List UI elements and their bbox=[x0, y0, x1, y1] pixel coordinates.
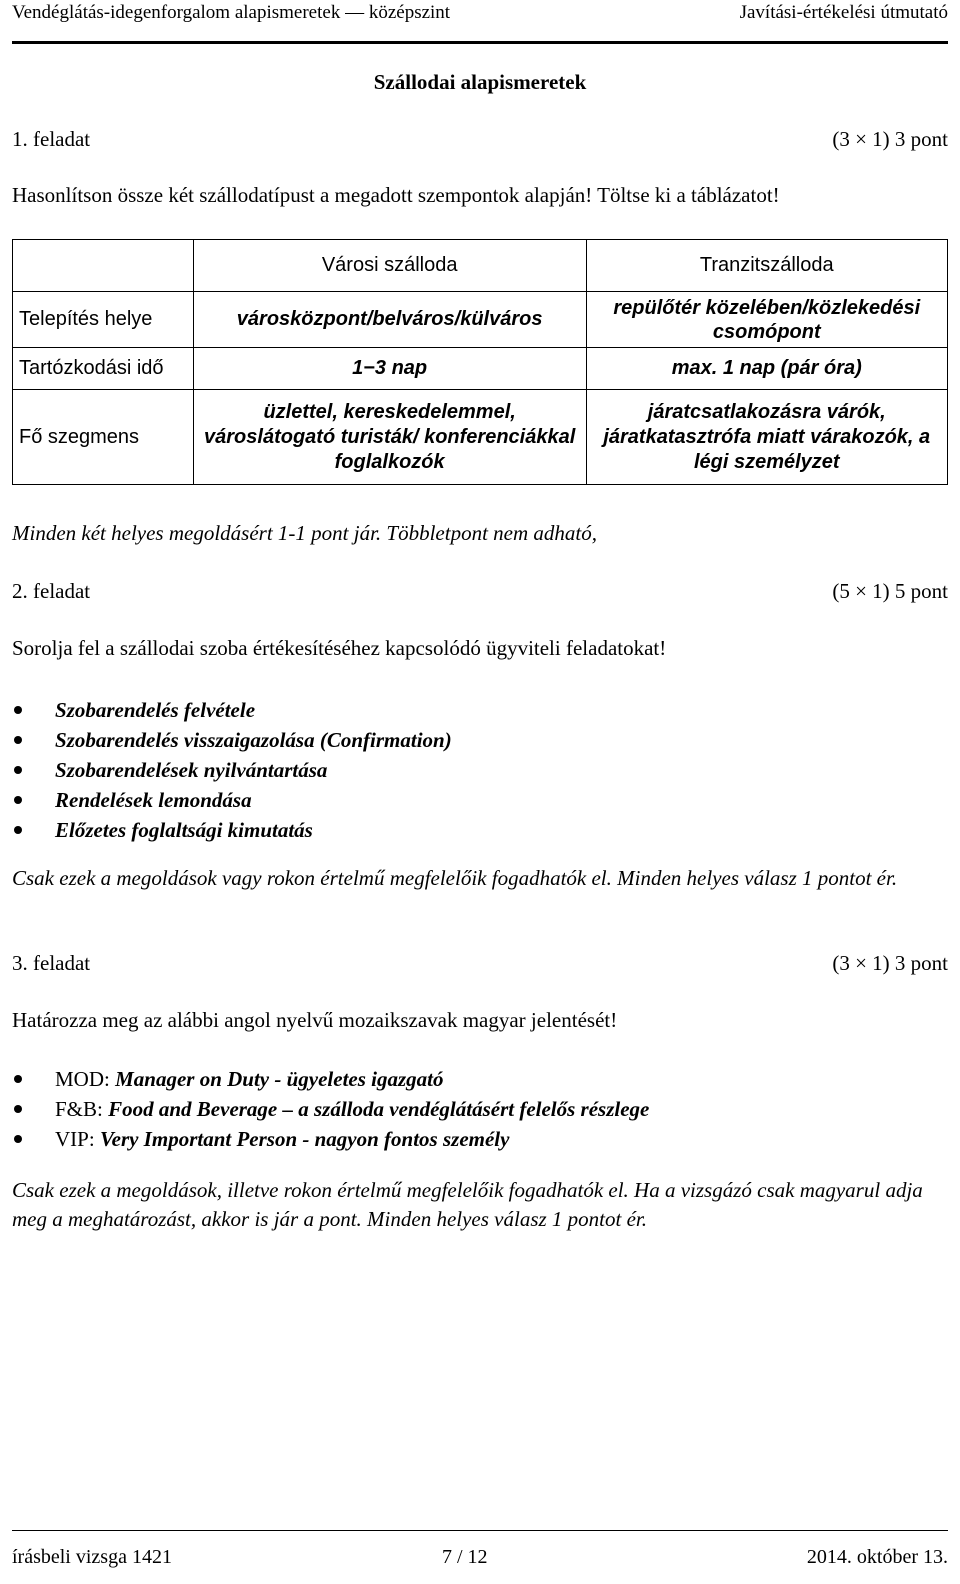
row-label-stay-length: Tartózkodási idő bbox=[13, 348, 194, 390]
col-header-city-hotel: Városi szálloda bbox=[193, 240, 586, 292]
cell-transit-segment: járatcsatlakozásra várók, járatkatasztrófa miatt várakozók, a légi személyzet bbox=[586, 390, 948, 485]
task3-instruction: Határozza meg az alábbi angol nyelvű mozaikszavak magyar jelentését! bbox=[12, 1008, 618, 1032]
table-corner-cell bbox=[13, 240, 194, 292]
task1-note: Minden két helyes megoldásért 1-1 pont jár. Többletpont nem adható, bbox=[12, 521, 597, 545]
abbreviation-meaning: Manager on Duty - ügyeletes igazgató bbox=[115, 1067, 444, 1091]
task3-points: (3 × 1) 3 pont bbox=[832, 951, 948, 975]
bullet-icon bbox=[14, 796, 22, 804]
cell-transit-stay-length: max. 1 nap (pár óra) bbox=[586, 348, 948, 390]
list-item: Szobarendelések nyilvántartása bbox=[12, 755, 452, 785]
cell-city-segment: üzlettel, kereskedelemmel, városlátogató turisták/ konferenciákkal foglalkozók bbox=[193, 390, 586, 485]
task2-instruction: Sorolja fel a szállodai szoba értékesítéséhez kapcsolódó ügyviteli feladatokat! bbox=[12, 636, 667, 660]
footer-divider bbox=[12, 1530, 948, 1531]
comparison-table bbox=[12, 239, 948, 485]
task3-number: 3. feladat bbox=[12, 951, 91, 975]
task3-answer-list bbox=[12, 1064, 649, 1154]
list-item bbox=[12, 1094, 649, 1124]
list-item: Szobarendelés felvétele bbox=[12, 695, 452, 725]
task1-instruction: Hasonlítson össze két szállodatípust a megadott szempontok alapján! Töltse ki a táblázatot! bbox=[12, 183, 780, 207]
document-page bbox=[12, 0, 948, 1584]
abbreviation: F&B: bbox=[55, 1097, 103, 1121]
task1-points: (3 × 1) 3 pont bbox=[832, 127, 948, 151]
footer-date: 2014. október 13. bbox=[806, 1546, 948, 1568]
cell-transit-location: repülőtér közelében/közlekedési csomópont bbox=[586, 292, 948, 348]
table-row bbox=[13, 292, 948, 348]
footer-page-number: 7 / 12 bbox=[442, 1546, 488, 1568]
header-subtitle: Javítási-értékelési útmutató bbox=[739, 2, 948, 23]
list-item bbox=[12, 1124, 649, 1154]
task1-number: 1. feladat bbox=[12, 127, 91, 151]
footer-exam-id: írásbeli vizsga 1421 bbox=[12, 1546, 172, 1568]
header-divider bbox=[12, 41, 948, 44]
bullet-icon bbox=[14, 1135, 22, 1143]
abbreviation-meaning: Very Important Person - nagyon fontos személy bbox=[99, 1127, 510, 1151]
bullet-icon bbox=[14, 1075, 22, 1083]
cell-city-location: városközpont/belváros/külváros bbox=[193, 292, 586, 348]
bullet-icon bbox=[14, 1105, 22, 1113]
col-header-transit-hotel: Tranzitszálloda bbox=[586, 240, 948, 292]
table-row bbox=[13, 348, 948, 390]
row-label-location: Telepítés helye bbox=[13, 292, 194, 348]
abbreviation: MOD: bbox=[55, 1067, 110, 1091]
abbreviation-meaning: Food and Beverage – a szálloda vendéglátásért felelős részlege bbox=[108, 1097, 650, 1121]
list-item bbox=[12, 1064, 649, 1094]
task2-answer-list bbox=[12, 695, 452, 845]
bullet-icon bbox=[14, 736, 22, 744]
task2-points: (5 × 1) 5 pont bbox=[832, 579, 948, 603]
cell-city-stay-length: 1−3 nap bbox=[193, 348, 586, 390]
list-item: Szobarendelés visszaigazolása (Confirmation) bbox=[12, 725, 452, 755]
header-title: Vendéglátás-idegenforgalom alapismeretek — középszint bbox=[12, 2, 451, 23]
page-header bbox=[12, 2, 948, 32]
abbreviation: VIP: bbox=[55, 1127, 95, 1151]
task2-note: Csak ezek a megoldások vagy rokon értelmű megfelelőik fogadhatók el. Minden helyes válasz 1 pontot ér. bbox=[12, 866, 898, 890]
section-title: Szállodai alapismeretek bbox=[373, 70, 587, 94]
list-item: Rendelések lemondása bbox=[12, 785, 452, 815]
table-row bbox=[13, 390, 948, 485]
task3-note: Csak ezek a megoldások, illetve rokon értelmű megfelelőik fogadhatók el. Ha a vizsgázó csak magyarul adja meg a meghatározást, akkor is jár a pont. Minden helyes válasz 1 pontot ér. bbox=[12, 1178, 923, 1231]
bullet-icon bbox=[14, 706, 22, 714]
task2-number: 2. feladat bbox=[12, 579, 91, 603]
bullet-icon bbox=[14, 826, 22, 834]
bullet-icon bbox=[14, 766, 22, 774]
table-header-row bbox=[13, 240, 948, 292]
list-item: Előzetes foglaltsági kimutatás bbox=[12, 815, 452, 845]
row-label-segment: Fő szegmens bbox=[13, 390, 194, 485]
